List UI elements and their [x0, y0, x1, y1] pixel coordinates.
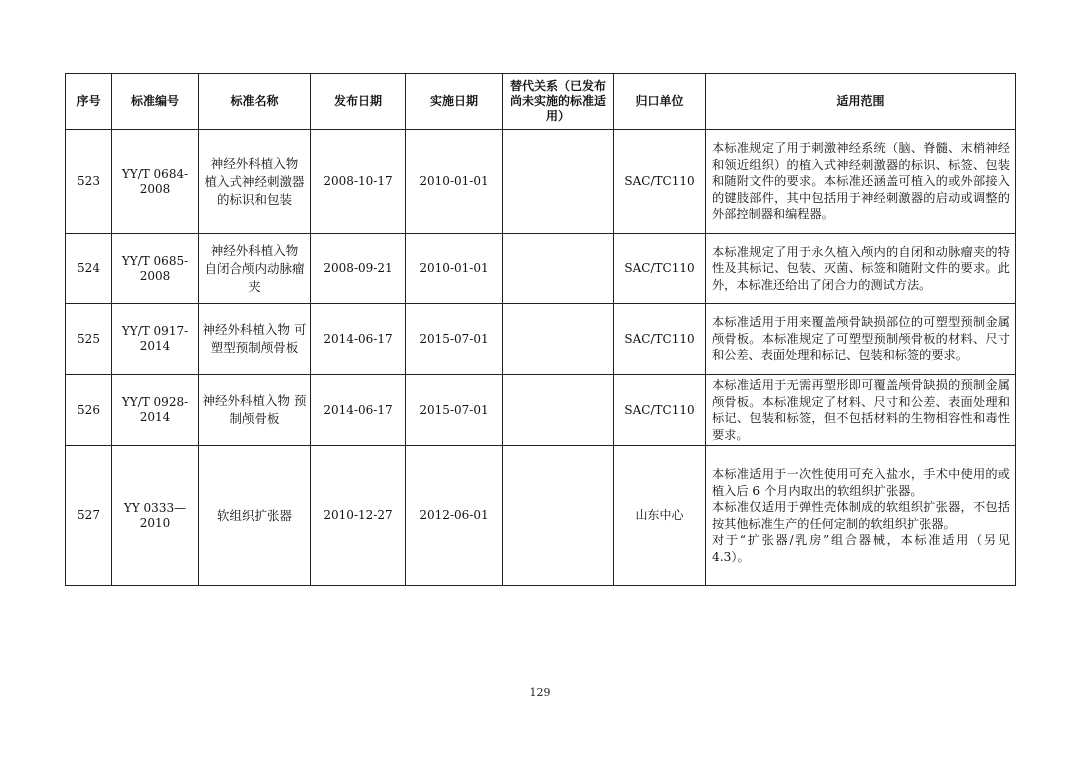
cell-published: 2014-06-17	[311, 375, 406, 446]
cell-scope	[706, 130, 1016, 234]
cell-unit: SAC/TC110	[614, 375, 706, 446]
page-number: 129	[529, 686, 551, 699]
cell-scope	[706, 375, 1016, 446]
cell-effective: 2015-07-01	[406, 304, 503, 375]
cell-published: 2008-10-17	[311, 130, 406, 234]
table-row	[66, 446, 1016, 586]
cell-name: 神经外科植入物 预制颅骨板	[199, 375, 311, 446]
cell-replacement	[503, 304, 614, 375]
cell-replacement	[503, 446, 614, 586]
cell-code: YY/T 0684-2008	[112, 130, 199, 234]
cell-replacement	[503, 234, 614, 304]
cell-seq: 524	[66, 234, 112, 304]
header-effective: 实施日期	[406, 74, 503, 130]
cell-published: 2014-06-17	[311, 304, 406, 375]
header-published: 发布日期	[311, 74, 406, 130]
cell-name: 神经外科植入物 植入式神经刺激器的标识和包装	[199, 130, 311, 234]
table-row	[66, 130, 1016, 234]
cell-code: YY 0333—2010	[112, 446, 199, 586]
cell-name: 神经外科植入物 可塑型预制颅骨板	[199, 304, 311, 375]
cell-unit: SAC/TC110	[614, 234, 706, 304]
cell-name: 软组织扩张器	[199, 446, 311, 586]
cell-published: 2008-09-21	[311, 234, 406, 304]
cell-published: 2010-12-27	[311, 446, 406, 586]
scope-paragraph: 本标准适用于无需再塑形即可覆盖颅骨缺损的预制金属颅骨板。本标准规定了材料、尺寸和公差、表面处理和标记、包装和标签，但不包括材料的生物相容性和毒性要求。	[712, 378, 1010, 442]
cell-effective: 2010-01-01	[406, 130, 503, 234]
table-row	[66, 304, 1016, 375]
scope-paragraph: 本标准规定了用于永久植入颅内的自闭和动脉瘤夹的特性及其标记、包装、灭菌、标签和随附文件的要求。此外，本标准还给出了闭合力的测试方法。	[712, 244, 1010, 292]
cell-code: YY/T 0917-2014	[112, 304, 199, 375]
cell-code: YY/T 0685-2008	[112, 234, 199, 304]
cell-effective: 2010-01-01	[406, 234, 503, 304]
scope-paragraph: 本标准规定了用于刺激神经系统（脑、脊髓、末梢神经和领近组织）的植入式神经刺激器的标识、标签、包装和随附文件的要求。本标准还涵盖可植入的或外部接入的键肢部件，其中包括用于神经刺激器的启动或调整的外部控制器和编程器。	[712, 141, 1010, 222]
scope-paragraph: 本标准适用于一次性使用可充入盐水，手术中使用的或植入后 6 个月内取出的软组织扩张器。	[712, 467, 1010, 498]
cell-unit: 山东中心	[614, 446, 706, 586]
header-unit: 归口单位	[614, 74, 706, 130]
header-replacement: 替代关系（已发布尚未实施的标准适用）	[503, 74, 614, 130]
cell-seq: 527	[66, 446, 112, 586]
cell-seq: 526	[66, 375, 112, 446]
cell-scope	[706, 446, 1016, 586]
cell-replacement	[503, 375, 614, 446]
cell-unit: SAC/TC110	[614, 304, 706, 375]
table-row	[66, 234, 1016, 304]
scope-paragraph: 本标准适用于用来覆盖颅骨缺损部位的可塑型预制金属颅骨板。本标准规定了可塑型预制颅骨板的材料、尺寸和公差、表面处理和标记、包装和标签的要求。	[712, 315, 1010, 363]
header-scope: 适用范围	[706, 74, 1016, 130]
cell-seq: 525	[66, 304, 112, 375]
cell-name: 神经外科植入物 自闭合颅内动脉瘤夹	[199, 234, 311, 304]
cell-unit: SAC/TC110	[614, 130, 706, 234]
cell-effective: 2012-06-01	[406, 446, 503, 586]
header-name: 标准名称	[199, 74, 311, 130]
cell-seq: 523	[66, 130, 112, 234]
cell-effective: 2015-07-01	[406, 375, 503, 446]
cell-replacement	[503, 130, 614, 234]
header-seq: 序号	[66, 74, 112, 130]
scope-paragraph: 本标准仅适用于弹性壳体制成的软组织扩张器，不包括按其他标准生产的任何定制的软组织扩张器。	[712, 500, 1010, 531]
header-code: 标准编号	[112, 74, 199, 130]
cell-code: YY/T 0928-2014	[112, 375, 199, 446]
scope-paragraph: 对于“扩张器/乳房”组合器械，本标准适用（另见 4.3）。	[712, 533, 1010, 564]
cell-scope	[706, 304, 1016, 375]
table-row	[66, 375, 1016, 446]
cell-scope	[706, 234, 1016, 304]
standards-table	[65, 73, 1016, 586]
header-row	[66, 74, 1016, 130]
